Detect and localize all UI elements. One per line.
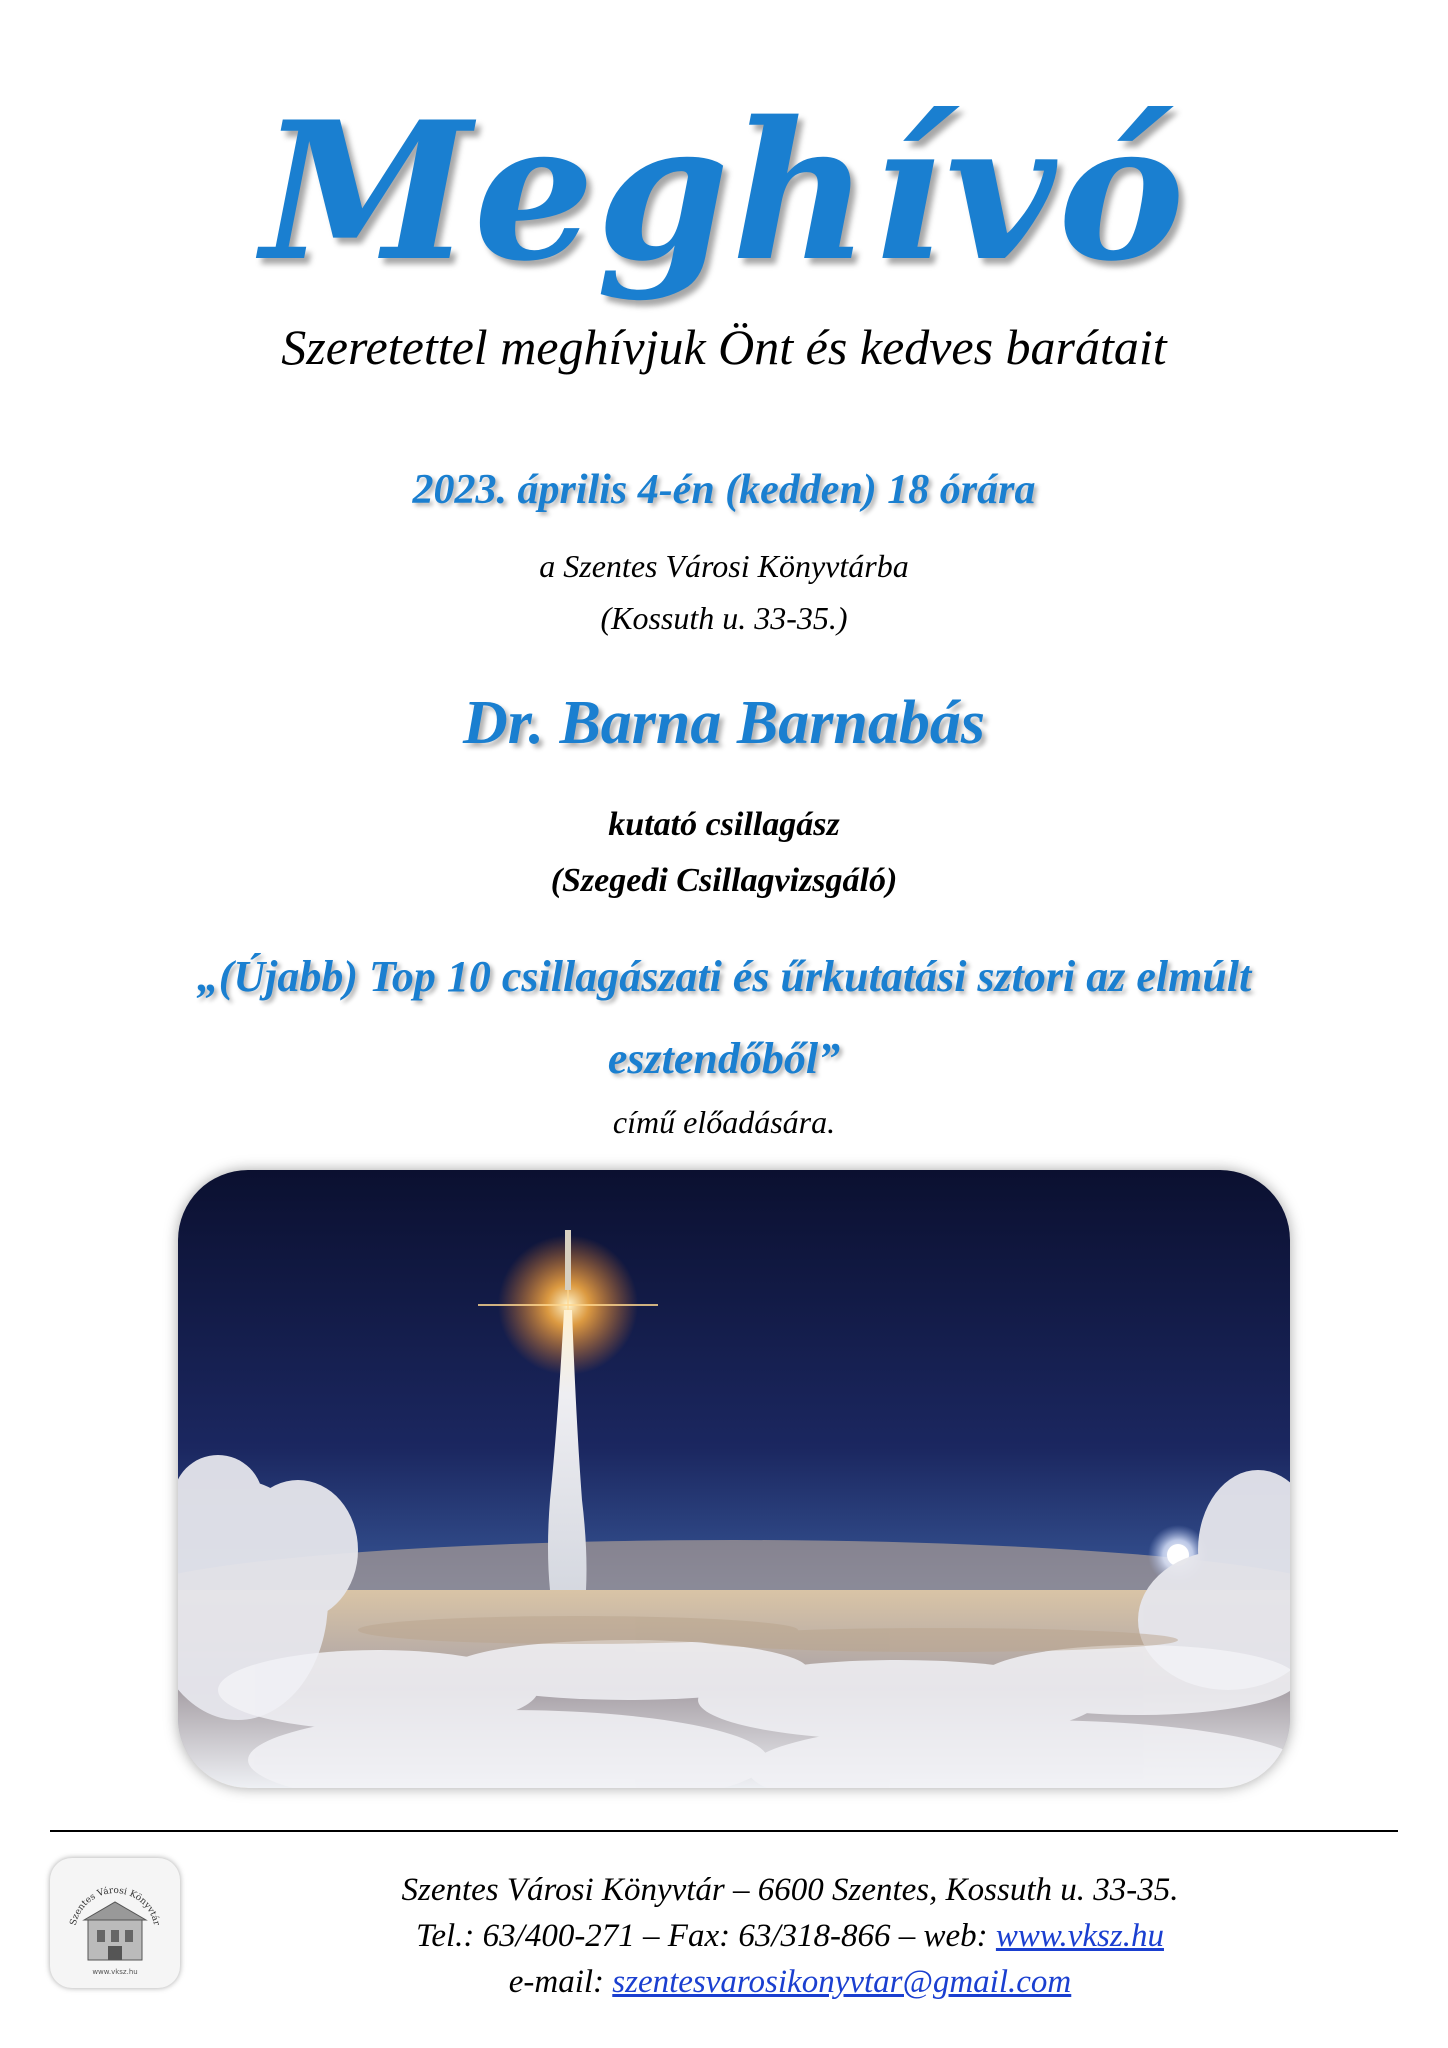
speaker-organization: (Szegedi Csillagvizsgáló) [550,862,898,899]
event-date: 2023. április 4-én (kedden) 18 órára [412,467,1036,513]
invitation-subtitle: Szeretettel meghívjuk Önt és kedves barátait [281,319,1167,375]
rocket-launch-image [178,1170,1290,1788]
speaker-role: kutató csillagász [608,806,840,843]
footer-address: Szentes Városi Könyvtár – 6600 Szentes, Kossuth u. 33-35. [401,1872,1179,1908]
talk-title-line1: „(Újabb) Top 10 csillagászati és űrkutatási sztori az elmúlt [196,952,1252,1001]
talk-title-line2: esztendőből” [607,1034,841,1083]
logo-text: Szentes Városi Könyvtár [68,1885,162,1927]
invitation-title: Meghívó [261,80,1187,303]
library-logo [50,1858,180,1988]
footer-divider [50,1830,1398,1832]
footer-email-label: e-mail: [508,1964,613,2000]
footer-phone-fax: Tel.: 63/400-271 – Fax: 63/318-866 – web: [416,1918,996,1954]
speaker-name: Dr. Barna Barnabás [462,689,986,757]
website-link[interactable]: www.vksz.hu [995,1918,1164,1954]
email-link[interactable]: szentesvarosikonyvtar@gmail.com [612,1964,1072,2000]
event-address: (Kossuth u. 33-35.) [600,600,848,636]
footer-email [200,1964,1380,2001]
footer-contact [200,1918,1380,1955]
talk-suffix: című előadására. [612,1104,836,1140]
talk-title [170,936,1278,1100]
event-venue: a Szentes Városi Könyvtárba [539,548,909,584]
logo-url: www.vksz.hu [92,1968,138,1976]
